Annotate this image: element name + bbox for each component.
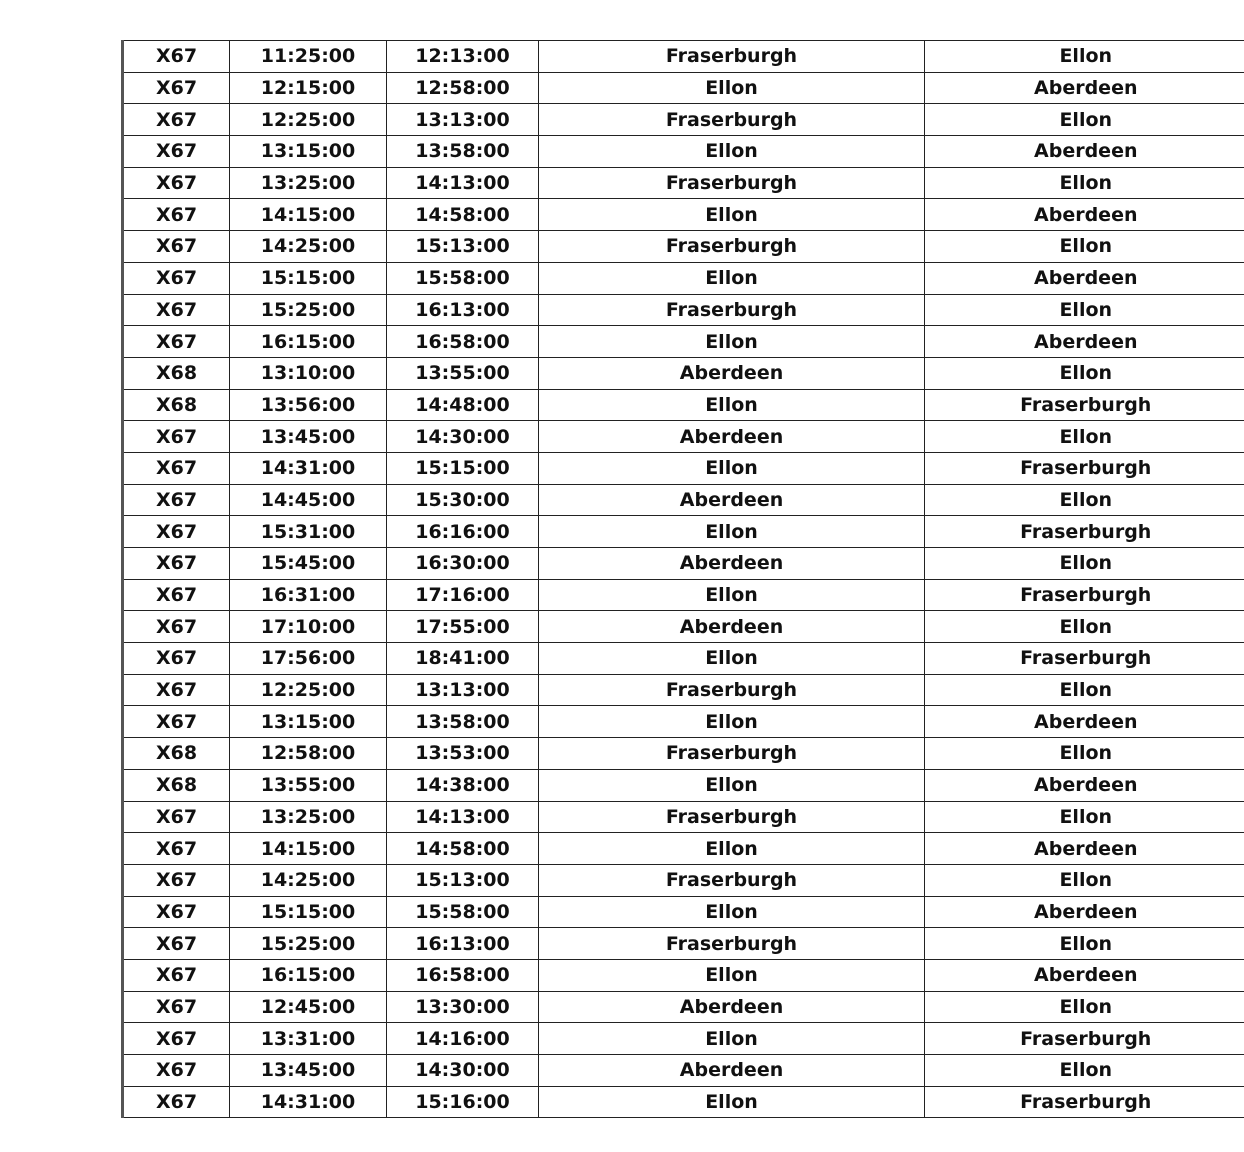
arrival-time-cell[interactable]: 14:38:00 — [387, 769, 539, 801]
arrival-time-cell[interactable]: 15:30:00 — [387, 484, 539, 516]
route-cell[interactable]: X67 — [123, 136, 230, 168]
destination-cell[interactable]: Aberdeen — [925, 769, 1244, 801]
departure-time-cell[interactable]: 12:45:00 — [230, 991, 387, 1023]
departure-time-cell[interactable]: 12:25:00 — [230, 674, 387, 706]
route-cell[interactable]: X67 — [123, 516, 230, 548]
departure-time-cell[interactable]: 13:55:00 — [230, 769, 387, 801]
route-cell[interactable]: X68 — [123, 738, 230, 770]
route-cell[interactable]: X67 — [123, 1086, 230, 1118]
arrival-time-cell[interactable]: 13:53:00 — [387, 738, 539, 770]
arrival-time-cell[interactable]: 14:58:00 — [387, 833, 539, 865]
table-row — [123, 389, 1244, 421]
destination-cell[interactable]: Fraserburgh — [925, 579, 1244, 611]
destination-cell[interactable]: Fraserburgh — [925, 389, 1244, 421]
arrival-time-cell[interactable]: 14:13:00 — [387, 167, 539, 199]
arrival-time-cell[interactable]: 18:41:00 — [387, 643, 539, 675]
route-cell[interactable]: X67 — [123, 611, 230, 643]
origin-cell[interactable]: Fraserburgh — [539, 294, 925, 326]
table-row — [123, 738, 1244, 770]
origin-cell[interactable]: Ellon — [539, 516, 925, 548]
departure-time-cell[interactable]: 13:25:00 — [230, 167, 387, 199]
arrival-time-cell[interactable]: 16:58:00 — [387, 959, 539, 991]
origin-cell[interactable]: Ellon — [539, 136, 925, 168]
departure-time-cell[interactable]: 12:25:00 — [230, 104, 387, 136]
table-row — [123, 674, 1244, 706]
departure-time-cell[interactable]: 12:15:00 — [230, 72, 387, 104]
origin-cell[interactable]: Fraserburgh — [539, 738, 925, 770]
route-cell[interactable]: X67 — [123, 199, 230, 231]
table-row — [123, 199, 1244, 231]
route-cell[interactable]: X67 — [123, 548, 230, 580]
origin-cell[interactable]: Fraserburgh — [539, 231, 925, 263]
table-row — [123, 896, 1244, 928]
route-cell[interactable]: X67 — [123, 674, 230, 706]
table-row — [123, 579, 1244, 611]
departure-time-cell[interactable]: 16:31:00 — [230, 579, 387, 611]
destination-cell[interactable]: Aberdeen — [925, 833, 1244, 865]
route-cell[interactable]: X67 — [123, 421, 230, 453]
departure-time-cell[interactable]: 11:25:00 — [230, 41, 387, 73]
route-cell[interactable]: X67 — [123, 801, 230, 833]
destination-cell[interactable]: Aberdeen — [925, 72, 1244, 104]
origin-cell[interactable]: Fraserburgh — [539, 167, 925, 199]
destination-cell[interactable]: Ellon — [925, 611, 1244, 643]
arrival-time-cell[interactable]: 16:16:00 — [387, 516, 539, 548]
table-row — [123, 643, 1244, 675]
origin-cell[interactable]: Ellon — [539, 1086, 925, 1118]
arrival-time-cell[interactable]: 16:58:00 — [387, 326, 539, 358]
departure-time-cell[interactable]: 13:10:00 — [230, 357, 387, 389]
arrival-time-cell[interactable]: 16:30:00 — [387, 548, 539, 580]
departure-time-cell[interactable]: 14:31:00 — [230, 1086, 387, 1118]
route-cell[interactable]: X67 — [123, 579, 230, 611]
route-cell[interactable]: X67 — [123, 167, 230, 199]
arrival-time-cell[interactable]: 13:13:00 — [387, 674, 539, 706]
arrival-time-cell[interactable]: 14:58:00 — [387, 199, 539, 231]
route-cell[interactable]: X67 — [123, 864, 230, 896]
departure-time-cell[interactable]: 15:15:00 — [230, 896, 387, 928]
origin-cell[interactable]: Aberdeen — [539, 357, 925, 389]
arrival-time-cell[interactable]: 15:13:00 — [387, 864, 539, 896]
departure-time-cell[interactable]: 13:15:00 — [230, 136, 387, 168]
table-row — [123, 864, 1244, 896]
departure-time-cell[interactable]: 14:45:00 — [230, 484, 387, 516]
departure-time-cell[interactable]: 13:45:00 — [230, 1055, 387, 1087]
origin-cell[interactable]: Ellon — [539, 896, 925, 928]
departure-time-cell[interactable]: 15:15:00 — [230, 262, 387, 294]
table-row — [123, 167, 1244, 199]
arrival-time-cell[interactable]: 14:30:00 — [387, 1055, 539, 1087]
table-row — [123, 421, 1244, 453]
destination-cell[interactable]: Fraserburgh — [925, 1086, 1244, 1118]
route-cell[interactable]: X67 — [123, 706, 230, 738]
arrival-time-cell[interactable]: 16:13:00 — [387, 294, 539, 326]
departure-time-cell[interactable]: 15:25:00 — [230, 928, 387, 960]
route-cell[interactable]: X67 — [123, 1023, 230, 1055]
arrival-time-cell[interactable]: 13:13:00 — [387, 104, 539, 136]
destination-cell[interactable]: Ellon — [925, 801, 1244, 833]
table-row — [123, 136, 1244, 168]
departure-time-cell[interactable]: 14:15:00 — [230, 833, 387, 865]
arrival-time-cell[interactable]: 14:16:00 — [387, 1023, 539, 1055]
table-row — [123, 357, 1244, 389]
table-row — [123, 801, 1244, 833]
route-cell[interactable]: X67 — [123, 452, 230, 484]
destination-cell[interactable]: Ellon — [925, 484, 1244, 516]
route-cell[interactable]: X67 — [123, 928, 230, 960]
origin-cell[interactable]: Fraserburgh — [539, 674, 925, 706]
origin-cell[interactable]: Ellon — [539, 326, 925, 358]
table-row — [123, 833, 1244, 865]
route-cell[interactable]: X67 — [123, 262, 230, 294]
arrival-time-cell[interactable]: 17:55:00 — [387, 611, 539, 643]
table-row — [123, 72, 1244, 104]
origin-cell[interactable]: Ellon — [539, 643, 925, 675]
table-row — [123, 262, 1244, 294]
departure-time-cell[interactable]: 16:15:00 — [230, 326, 387, 358]
arrival-time-cell[interactable]: 16:13:00 — [387, 928, 539, 960]
departure-time-cell[interactable]: 14:25:00 — [230, 864, 387, 896]
departure-time-cell[interactable]: 17:10:00 — [230, 611, 387, 643]
destination-cell[interactable]: Ellon — [925, 104, 1244, 136]
route-cell[interactable]: X67 — [123, 484, 230, 516]
origin-cell[interactable]: Ellon — [539, 262, 925, 294]
arrival-time-cell[interactable]: 15:13:00 — [387, 231, 539, 263]
route-cell[interactable]: X67 — [123, 326, 230, 358]
table-row — [123, 1086, 1244, 1118]
departure-time-cell[interactable]: 15:25:00 — [230, 294, 387, 326]
departure-time-cell[interactable]: 13:56:00 — [230, 389, 387, 421]
destination-cell[interactable]: Aberdeen — [925, 199, 1244, 231]
table-row — [123, 484, 1244, 516]
destination-cell[interactable]: Ellon — [925, 421, 1244, 453]
route-cell[interactable]: X67 — [123, 991, 230, 1023]
destination-cell[interactable]: Fraserburgh — [925, 516, 1244, 548]
destination-cell[interactable]: Ellon — [925, 548, 1244, 580]
route-cell[interactable]: X67 — [123, 72, 230, 104]
origin-cell[interactable]: Ellon — [539, 452, 925, 484]
route-cell[interactable]: X68 — [123, 357, 230, 389]
route-cell[interactable]: X67 — [123, 643, 230, 675]
destination-cell[interactable]: Ellon — [925, 864, 1244, 896]
destination-cell[interactable]: Aberdeen — [925, 706, 1244, 738]
table-row — [123, 991, 1244, 1023]
departure-time-cell[interactable]: 13:31:00 — [230, 1023, 387, 1055]
destination-cell[interactable]: Ellon — [925, 738, 1244, 770]
route-cell[interactable]: X67 — [123, 41, 230, 73]
table-row — [123, 1055, 1244, 1087]
table-row — [123, 611, 1244, 643]
departure-time-cell[interactable]: 15:31:00 — [230, 516, 387, 548]
destination-cell[interactable]: Ellon — [925, 991, 1244, 1023]
table-row — [123, 769, 1244, 801]
destination-cell[interactable]: Ellon — [925, 231, 1244, 263]
route-cell[interactable]: X68 — [123, 389, 230, 421]
origin-cell[interactable]: Ellon — [539, 833, 925, 865]
departure-time-cell[interactable]: 13:45:00 — [230, 421, 387, 453]
departure-time-cell[interactable]: 13:15:00 — [230, 706, 387, 738]
destination-cell[interactable]: Ellon — [925, 1055, 1244, 1087]
table-row — [123, 1023, 1244, 1055]
departure-time-cell[interactable]: 16:15:00 — [230, 959, 387, 991]
arrival-time-cell[interactable]: 14:30:00 — [387, 421, 539, 453]
destination-cell[interactable]: Fraserburgh — [925, 1023, 1244, 1055]
arrival-time-cell[interactable]: 13:58:00 — [387, 706, 539, 738]
arrival-time-cell[interactable]: 17:16:00 — [387, 579, 539, 611]
table-row — [123, 548, 1244, 580]
origin-cell[interactable]: Fraserburgh — [539, 928, 925, 960]
arrival-time-cell[interactable]: 15:16:00 — [387, 1086, 539, 1118]
route-cell[interactable]: X67 — [123, 294, 230, 326]
table-row — [123, 928, 1244, 960]
arrival-time-cell[interactable]: 15:58:00 — [387, 896, 539, 928]
destination-cell[interactable]: Ellon — [925, 294, 1244, 326]
destination-cell[interactable]: Ellon — [925, 674, 1244, 706]
origin-cell[interactable]: Fraserburgh — [539, 801, 925, 833]
origin-cell[interactable]: Aberdeen — [539, 484, 925, 516]
table-row — [123, 959, 1244, 991]
route-cell[interactable]: X67 — [123, 104, 230, 136]
departure-time-cell[interactable]: 14:31:00 — [230, 452, 387, 484]
destination-cell[interactable]: Ellon — [925, 41, 1244, 73]
origin-cell[interactable]: Aberdeen — [539, 421, 925, 453]
destination-cell[interactable]: Aberdeen — [925, 896, 1244, 928]
departure-time-cell[interactable]: 17:56:00 — [230, 643, 387, 675]
origin-cell[interactable]: Aberdeen — [539, 1055, 925, 1087]
origin-cell[interactable]: Fraserburgh — [539, 864, 925, 896]
origin-cell[interactable]: Aberdeen — [539, 548, 925, 580]
arrival-time-cell[interactable]: 14:13:00 — [387, 801, 539, 833]
origin-cell[interactable]: Ellon — [539, 769, 925, 801]
origin-cell[interactable]: Ellon — [539, 579, 925, 611]
destination-cell[interactable]: Fraserburgh — [925, 452, 1244, 484]
table-row — [123, 706, 1244, 738]
table-row — [123, 452, 1244, 484]
timetable-sheet — [121, 40, 1244, 1118]
departure-time-cell[interactable]: 13:25:00 — [230, 801, 387, 833]
destination-cell[interactable]: Aberdeen — [925, 326, 1244, 358]
origin-cell[interactable]: Ellon — [539, 1023, 925, 1055]
origin-cell[interactable]: Fraserburgh — [539, 104, 925, 136]
origin-cell[interactable]: Ellon — [539, 706, 925, 738]
arrival-time-cell[interactable]: 13:55:00 — [387, 357, 539, 389]
origin-cell[interactable]: Ellon — [539, 389, 925, 421]
route-cell[interactable]: X67 — [123, 896, 230, 928]
destination-cell[interactable]: Ellon — [925, 357, 1244, 389]
destination-cell[interactable]: Fraserburgh — [925, 643, 1244, 675]
route-cell[interactable]: X67 — [123, 959, 230, 991]
destination-cell[interactable]: Ellon — [925, 928, 1244, 960]
table-row — [123, 516, 1244, 548]
route-cell[interactable]: X68 — [123, 769, 230, 801]
route-cell[interactable]: X67 — [123, 833, 230, 865]
timetable-body — [123, 41, 1244, 1118]
departure-time-cell[interactable]: 14:15:00 — [230, 199, 387, 231]
table-row — [123, 104, 1244, 136]
arrival-time-cell[interactable]: 14:48:00 — [387, 389, 539, 421]
table-row — [123, 294, 1244, 326]
table-row — [123, 41, 1244, 73]
arrival-time-cell[interactable]: 13:58:00 — [387, 136, 539, 168]
arrival-time-cell[interactable]: 12:13:00 — [387, 41, 539, 73]
departure-time-cell[interactable]: 12:58:00 — [230, 738, 387, 770]
table-row — [123, 326, 1244, 358]
route-cell[interactable]: X67 — [123, 1055, 230, 1087]
departure-time-cell[interactable]: 14:25:00 — [230, 231, 387, 263]
arrival-time-cell[interactable]: 13:30:00 — [387, 991, 539, 1023]
destination-cell[interactable]: Ellon — [925, 167, 1244, 199]
departure-time-cell[interactable]: 15:45:00 — [230, 548, 387, 580]
destination-cell[interactable]: Aberdeen — [925, 136, 1244, 168]
origin-cell[interactable]: Aberdeen — [539, 991, 925, 1023]
origin-cell[interactable]: Ellon — [539, 72, 925, 104]
bus-timetable — [121, 40, 1244, 1118]
origin-cell[interactable]: Ellon — [539, 199, 925, 231]
destination-cell[interactable]: Aberdeen — [925, 262, 1244, 294]
origin-cell[interactable]: Aberdeen — [539, 611, 925, 643]
destination-cell[interactable]: Aberdeen — [925, 959, 1244, 991]
arrival-time-cell[interactable]: 15:58:00 — [387, 262, 539, 294]
route-cell[interactable]: X67 — [123, 231, 230, 263]
arrival-time-cell[interactable]: 15:15:00 — [387, 452, 539, 484]
origin-cell[interactable]: Fraserburgh — [539, 41, 925, 73]
table-row — [123, 231, 1244, 263]
origin-cell[interactable]: Ellon — [539, 959, 925, 991]
arrival-time-cell[interactable]: 12:58:00 — [387, 72, 539, 104]
